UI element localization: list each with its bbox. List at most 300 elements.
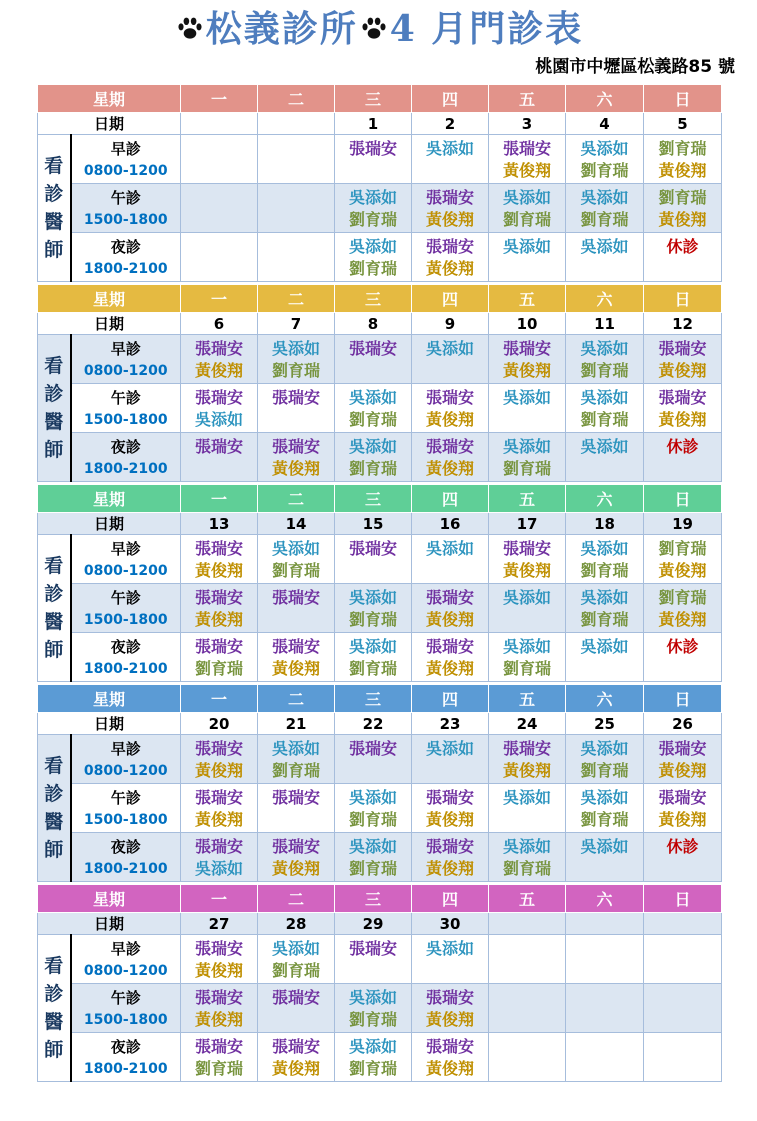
- doctor-name: 劉育瑞: [272, 361, 321, 380]
- date-cell: 3: [489, 113, 566, 135]
- doctor-name: 張瑞安: [272, 988, 321, 1007]
- doctor-name: 張瑞安: [658, 339, 707, 358]
- doctor-name: 張瑞安: [426, 1037, 475, 1056]
- doctor-name: 劉育瑞: [349, 259, 398, 278]
- doctor-column-char: 師: [44, 1038, 64, 1061]
- session-time: 1500-1800: [83, 812, 168, 828]
- schedule-cell: [258, 833, 335, 882]
- schedule-cell: [412, 784, 489, 833]
- doctor-name: 張瑞安: [195, 339, 244, 358]
- doctor-name: 張瑞安: [426, 788, 475, 807]
- doctor-name: 吳添如: [580, 237, 629, 256]
- date-row-label: 日期: [38, 313, 181, 335]
- session-name: 午診: [110, 389, 141, 407]
- session-time: 0800-1200: [83, 963, 168, 979]
- schedule-cell: [258, 384, 335, 433]
- doctor-column-char: 醫: [44, 810, 64, 833]
- doctor-name: 黃俊翔: [195, 610, 244, 629]
- doctor-name: 黃俊翔: [272, 459, 321, 478]
- date-cell: 29: [335, 913, 412, 935]
- doctor-name: 黃俊翔: [272, 1059, 321, 1078]
- schedule-cell: [181, 233, 258, 282]
- doctor-name: 張瑞安: [272, 788, 321, 807]
- schedule-cell: [489, 384, 566, 433]
- doctor-column-char: 醫: [44, 410, 64, 433]
- schedule-cell: [489, 335, 566, 384]
- clinic-name: 松義診所: [205, 8, 358, 50]
- schedule-title: 4 月門診表: [389, 8, 584, 50]
- doctor-name: 黃俊翔: [503, 761, 552, 780]
- doctor-name: 劉育瑞: [195, 1059, 244, 1078]
- schedule-cell: [644, 184, 722, 233]
- schedule-cell: [489, 935, 566, 984]
- doctor-column-char: 看: [44, 554, 64, 577]
- session-time: 1800-2100: [83, 661, 168, 677]
- date-cell: [644, 913, 722, 935]
- doctor-name: 吳添如: [349, 1037, 398, 1056]
- doctor-name: 吳添如: [426, 539, 475, 558]
- weekday-cell: 二: [258, 485, 335, 513]
- schedule-cell: [644, 384, 722, 433]
- doctor-name: 張瑞安: [426, 837, 475, 856]
- doctor-name: 張瑞安: [195, 739, 244, 758]
- doctor-column-label: [38, 135, 71, 282]
- doctor-name: 劉育瑞: [658, 588, 707, 607]
- schedule-cell: [489, 633, 566, 682]
- schedule-cell: [335, 935, 412, 984]
- doctor-name: 吳添如: [503, 788, 552, 807]
- doctor-name: 黃俊翔: [658, 810, 707, 829]
- paw-icon: [360, 4, 388, 32]
- doctor-name: 張瑞安: [349, 139, 398, 158]
- doctor-column-char: 看: [44, 154, 64, 177]
- date-cell: 4: [566, 113, 644, 135]
- schedule-cell: [644, 784, 722, 833]
- weekday-cell: 六: [566, 885, 644, 913]
- doctor-name: 劉育瑞: [580, 761, 629, 780]
- doctor-column-char: 醫: [44, 610, 64, 633]
- doctor-name: 張瑞安: [426, 988, 475, 1007]
- date-cell: 2: [412, 113, 489, 135]
- doctor-name: 劉育瑞: [580, 561, 629, 580]
- week-block-1: [37, 84, 722, 282]
- session-time: 1800-2100: [83, 461, 168, 477]
- doctor-name: 張瑞安: [426, 637, 475, 656]
- date-cell: 12: [644, 313, 722, 335]
- schedule-cell: [258, 784, 335, 833]
- weekday-cell: 三: [335, 685, 412, 713]
- schedule-cell: [566, 633, 644, 682]
- doctor-column-char: 看: [44, 954, 64, 977]
- doctor-column-label: [38, 335, 71, 482]
- schedule-cell: [258, 584, 335, 633]
- session-label: [71, 833, 181, 882]
- schedule-cell: [335, 233, 412, 282]
- doctor-name: 黃俊翔: [658, 210, 707, 229]
- session-name: 午診: [110, 789, 141, 807]
- schedule-cell: [412, 935, 489, 984]
- doctor-name: 黃俊翔: [272, 659, 321, 678]
- weekday-header-label: 星期: [38, 485, 181, 513]
- weekday-cell: 四: [412, 485, 489, 513]
- doctor-name: 劉育瑞: [272, 961, 321, 980]
- doctor-name: 黃俊翔: [426, 459, 475, 478]
- schedule-cell: [489, 135, 566, 184]
- date-cell: 8: [335, 313, 412, 335]
- schedule-cell: [258, 433, 335, 482]
- doctor-name: 吳添如: [272, 339, 321, 358]
- schedule-cell: [181, 184, 258, 233]
- session-label: [71, 735, 181, 784]
- doctor-name: 黃俊翔: [426, 1010, 475, 1029]
- date-cell: 16: [412, 513, 489, 535]
- doctor-name: 劉育瑞: [272, 761, 321, 780]
- doctor-name: 劉育瑞: [349, 1010, 398, 1029]
- doctor-column-char: 師: [44, 838, 64, 861]
- doctor-name: 黃俊翔: [658, 410, 707, 429]
- doctor-name: 吳添如: [580, 637, 629, 656]
- doctor-name: 黃俊翔: [658, 561, 707, 580]
- date-row-label: 日期: [38, 513, 181, 535]
- doctor-name: 張瑞安: [349, 939, 398, 958]
- doctor-name: 吳添如: [349, 588, 398, 607]
- doctor-name: 劉育瑞: [658, 539, 707, 558]
- doctor-name: 黃俊翔: [658, 161, 707, 180]
- doctor-name: 張瑞安: [195, 437, 244, 456]
- schedule-cell: [258, 735, 335, 784]
- doctor-name: 劉育瑞: [580, 610, 629, 629]
- doctor-name: 吳添如: [349, 188, 398, 207]
- schedule-cell: [489, 984, 566, 1033]
- date-cell: 30: [412, 913, 489, 935]
- doctor-name: 黃俊翔: [195, 361, 244, 380]
- weekday-header-label: 星期: [38, 285, 181, 313]
- schedule-cell: [566, 184, 644, 233]
- session-time: 0800-1200: [83, 763, 168, 779]
- doctor-name: 吳添如: [272, 539, 321, 558]
- weekday-cell: 二: [258, 685, 335, 713]
- schedule-cell: [181, 833, 258, 882]
- schedule-cell: [181, 335, 258, 384]
- doctor-name: 吳添如: [580, 837, 629, 856]
- weekday-cell: 一: [181, 685, 258, 713]
- weekday-cell: 六: [566, 485, 644, 513]
- week-block-4: [37, 684, 722, 882]
- schedule-cell: [644, 584, 722, 633]
- schedule-cell: [644, 135, 722, 184]
- doctor-column-label: [38, 735, 71, 882]
- schedule-cell: [566, 584, 644, 633]
- doctor-name: 劉育瑞: [580, 210, 629, 229]
- doctor-name: 吳添如: [426, 939, 475, 958]
- doctor-name: 劉育瑞: [349, 859, 398, 878]
- schedule-cell: [412, 335, 489, 384]
- session-label: [71, 633, 181, 682]
- doctor-name: 黃俊翔: [195, 561, 244, 580]
- session-label: [71, 984, 181, 1033]
- date-cell: [181, 113, 258, 135]
- weekday-cell: 五: [489, 685, 566, 713]
- date-cell: 18: [566, 513, 644, 535]
- doctor-name: 張瑞安: [426, 588, 475, 607]
- doctor-column-char: 診: [44, 182, 64, 205]
- weekday-cell: 四: [412, 885, 489, 913]
- doctor-name: 張瑞安: [658, 788, 707, 807]
- doctor-name: 張瑞安: [272, 388, 321, 407]
- weekday-header-label: 星期: [38, 885, 181, 913]
- doctor-name: 吳添如: [349, 988, 398, 1007]
- doctor-name: 張瑞安: [503, 339, 552, 358]
- doctor-name: 黃俊翔: [658, 610, 707, 629]
- session-name: 夜診: [110, 238, 141, 256]
- doctor-name: 黃俊翔: [426, 659, 475, 678]
- schedule-cell: [258, 233, 335, 282]
- date-cell: 5: [644, 113, 722, 135]
- session-name: 夜診: [110, 638, 141, 656]
- schedule-cell: [335, 833, 412, 882]
- schedule-cell: [181, 584, 258, 633]
- doctor-name: 劉育瑞: [349, 210, 398, 229]
- session-label: [71, 584, 181, 633]
- session-name: 早診: [110, 740, 141, 758]
- schedule-cell: [181, 433, 258, 482]
- date-cell: 23: [412, 713, 489, 735]
- doctor-name: 張瑞安: [195, 1037, 244, 1056]
- schedule-cell: [412, 384, 489, 433]
- schedule-cell: [644, 535, 722, 584]
- doctor-name: 黃俊翔: [426, 1059, 475, 1078]
- session-label: [71, 335, 181, 384]
- weekday-cell: 二: [258, 285, 335, 313]
- doctor-name: 吳添如: [349, 437, 398, 456]
- doctor-name: 劉育瑞: [195, 659, 244, 678]
- doctor-name: 吳添如: [503, 837, 552, 856]
- doctor-name: 張瑞安: [503, 139, 552, 158]
- session-time: 1800-2100: [83, 261, 168, 277]
- session-name: 午診: [110, 989, 141, 1007]
- doctor-name: 張瑞安: [658, 739, 707, 758]
- doctor-name: 張瑞安: [195, 988, 244, 1007]
- schedule-cell: [489, 735, 566, 784]
- date-cell: [489, 913, 566, 935]
- session-name: 早診: [110, 140, 141, 158]
- doctor-name: 劉育瑞: [349, 459, 398, 478]
- doctor-name: 劉育瑞: [503, 459, 552, 478]
- schedule-cell: [412, 735, 489, 784]
- schedule-cell: [335, 384, 412, 433]
- doctor-name: 劉育瑞: [580, 810, 629, 829]
- schedule-cell: [489, 584, 566, 633]
- weekday-cell: 一: [181, 485, 258, 513]
- date-cell: 20: [181, 713, 258, 735]
- weekday-cell: 六: [566, 285, 644, 313]
- weekday-cell: 日: [644, 485, 722, 513]
- schedule-cell: [566, 935, 644, 984]
- doctor-name: 黃俊翔: [426, 259, 475, 278]
- doctor-name: 黃俊翔: [272, 859, 321, 878]
- session-label: [71, 233, 181, 282]
- schedule-cell: [181, 384, 258, 433]
- doctor-column-char: 師: [44, 638, 64, 661]
- doctor-column-char: 診: [44, 782, 64, 805]
- schedule-cell: [489, 1033, 566, 1082]
- doctor-name: 黃俊翔: [426, 810, 475, 829]
- session-time: 0800-1200: [83, 563, 168, 579]
- doctor-name: 黃俊翔: [195, 1010, 244, 1029]
- schedule-cell: [258, 633, 335, 682]
- doctor-name: 吳添如: [349, 637, 398, 656]
- schedule-cell: [181, 784, 258, 833]
- session-time: 1500-1800: [83, 212, 168, 228]
- doctor-name: 吳添如: [580, 437, 629, 456]
- doctor-name: 劉育瑞: [580, 161, 629, 180]
- doctor-name: 劉育瑞: [503, 210, 552, 229]
- date-cell: 24: [489, 713, 566, 735]
- schedule-cell: [566, 384, 644, 433]
- schedule-cell: [335, 433, 412, 482]
- monthly-schedule: [0, 84, 757, 1082]
- session-time: 1800-2100: [83, 861, 168, 877]
- schedule-cell: [644, 633, 722, 682]
- doctor-name: 吳添如: [272, 739, 321, 758]
- weekday-cell: 日: [644, 85, 722, 113]
- weekday-cell: 日: [644, 885, 722, 913]
- doctor-name: 劉育瑞: [503, 659, 552, 678]
- schedule-cell: [644, 433, 722, 482]
- schedule-cell: [566, 984, 644, 1033]
- doctor-name: 吳添如: [580, 139, 629, 158]
- doctor-name: 張瑞安: [349, 539, 398, 558]
- session-name: 夜診: [110, 1038, 141, 1056]
- date-cell: 17: [489, 513, 566, 535]
- doctor-name: 劉育瑞: [580, 410, 629, 429]
- date-cell: [566, 913, 644, 935]
- doctor-name: 劉育瑞: [349, 610, 398, 629]
- doctor-name: 吳添如: [349, 788, 398, 807]
- schedule-cell: [412, 584, 489, 633]
- doctor-name: 黃俊翔: [658, 761, 707, 780]
- date-cell: 6: [181, 313, 258, 335]
- schedule-cell: [335, 735, 412, 784]
- weekday-cell: 一: [181, 885, 258, 913]
- session-time: 1500-1800: [83, 612, 168, 628]
- weekday-cell: 四: [412, 685, 489, 713]
- weekday-cell: 五: [489, 285, 566, 313]
- doctor-name: 吳添如: [503, 188, 552, 207]
- schedule-cell: [181, 535, 258, 584]
- doctor-column-char: 看: [44, 354, 64, 377]
- date-cell: 14: [258, 513, 335, 535]
- schedule-cell: [335, 184, 412, 233]
- doctor-name: 劉育瑞: [503, 859, 552, 878]
- date-cell: 7: [258, 313, 335, 335]
- date-cell: 22: [335, 713, 412, 735]
- doctor-name: 吳添如: [426, 339, 475, 358]
- schedule-cell: [566, 335, 644, 384]
- session-name: 早診: [110, 340, 141, 358]
- schedule-cell: [644, 335, 722, 384]
- date-row-label: 日期: [38, 913, 181, 935]
- doctor-name: 劉育瑞: [349, 410, 398, 429]
- schedule-cell: [644, 735, 722, 784]
- weekday-header-label: 星期: [38, 85, 181, 113]
- schedule-cell: [412, 433, 489, 482]
- session-name: 午診: [110, 589, 141, 607]
- weekday-cell: 二: [258, 85, 335, 113]
- doctor-name: 黃俊翔: [503, 561, 552, 580]
- doctor-name: 吳添如: [195, 410, 244, 429]
- closed-label: 休診: [666, 637, 699, 656]
- schedule-cell: [566, 135, 644, 184]
- doctor-name: 吳添如: [195, 859, 244, 878]
- schedule-cell: [412, 633, 489, 682]
- schedule-cell: [644, 935, 722, 984]
- doctor-column-char: 診: [44, 582, 64, 605]
- schedule-cell: [644, 833, 722, 882]
- weekday-cell: 三: [335, 85, 412, 113]
- schedule-cell: [335, 984, 412, 1033]
- schedule-cell: [335, 784, 412, 833]
- schedule-cell: [412, 233, 489, 282]
- doctor-name: 黃俊翔: [503, 361, 552, 380]
- doctor-name: 吳添如: [580, 588, 629, 607]
- date-cell: 1: [335, 113, 412, 135]
- doctor-name: 吳添如: [503, 637, 552, 656]
- doctor-name: 吳添如: [580, 788, 629, 807]
- doctor-name: 黃俊翔: [195, 961, 244, 980]
- doctor-name: 張瑞安: [272, 588, 321, 607]
- weekday-cell: 五: [489, 485, 566, 513]
- schedule-cell: [181, 735, 258, 784]
- doctor-column-char: 醫: [44, 210, 64, 233]
- session-time: 1800-2100: [83, 1061, 168, 1077]
- doctor-name: 張瑞安: [195, 788, 244, 807]
- doctor-name: 張瑞安: [503, 539, 552, 558]
- doctor-name: 劉育瑞: [349, 1059, 398, 1078]
- doctor-name: 張瑞安: [195, 588, 244, 607]
- session-label: [71, 184, 181, 233]
- session-time: 0800-1200: [83, 363, 168, 379]
- schedule-cell: [335, 535, 412, 584]
- session-label: [71, 433, 181, 482]
- date-cell: 28: [258, 913, 335, 935]
- weekday-cell: 五: [489, 885, 566, 913]
- schedule-cell: [412, 1033, 489, 1082]
- clinic-address: 桃園市中壢區松義路85 號: [535, 57, 735, 77]
- weekday-cell: 四: [412, 285, 489, 313]
- session-name: 午診: [110, 189, 141, 207]
- session-time: 1500-1800: [83, 412, 168, 428]
- doctor-column-char: 醫: [44, 1010, 64, 1033]
- doctor-name: 劉育瑞: [580, 361, 629, 380]
- page-title: [0, 0, 757, 56]
- date-cell: 21: [258, 713, 335, 735]
- date-cell: 27: [181, 913, 258, 935]
- date-cell: 10: [489, 313, 566, 335]
- weekday-cell: 日: [644, 285, 722, 313]
- doctor-name: 黃俊翔: [426, 210, 475, 229]
- weekday-cell: 六: [566, 85, 644, 113]
- schedule-cell: [489, 233, 566, 282]
- doctor-name: 黃俊翔: [195, 810, 244, 829]
- week-block-5: [37, 884, 722, 1082]
- schedule-cell: [258, 335, 335, 384]
- schedule-cell: [258, 935, 335, 984]
- date-cell: 13: [181, 513, 258, 535]
- doctor-name: 劉育瑞: [272, 561, 321, 580]
- doctor-column-char: 師: [44, 238, 64, 261]
- doctor-name: 吳添如: [349, 237, 398, 256]
